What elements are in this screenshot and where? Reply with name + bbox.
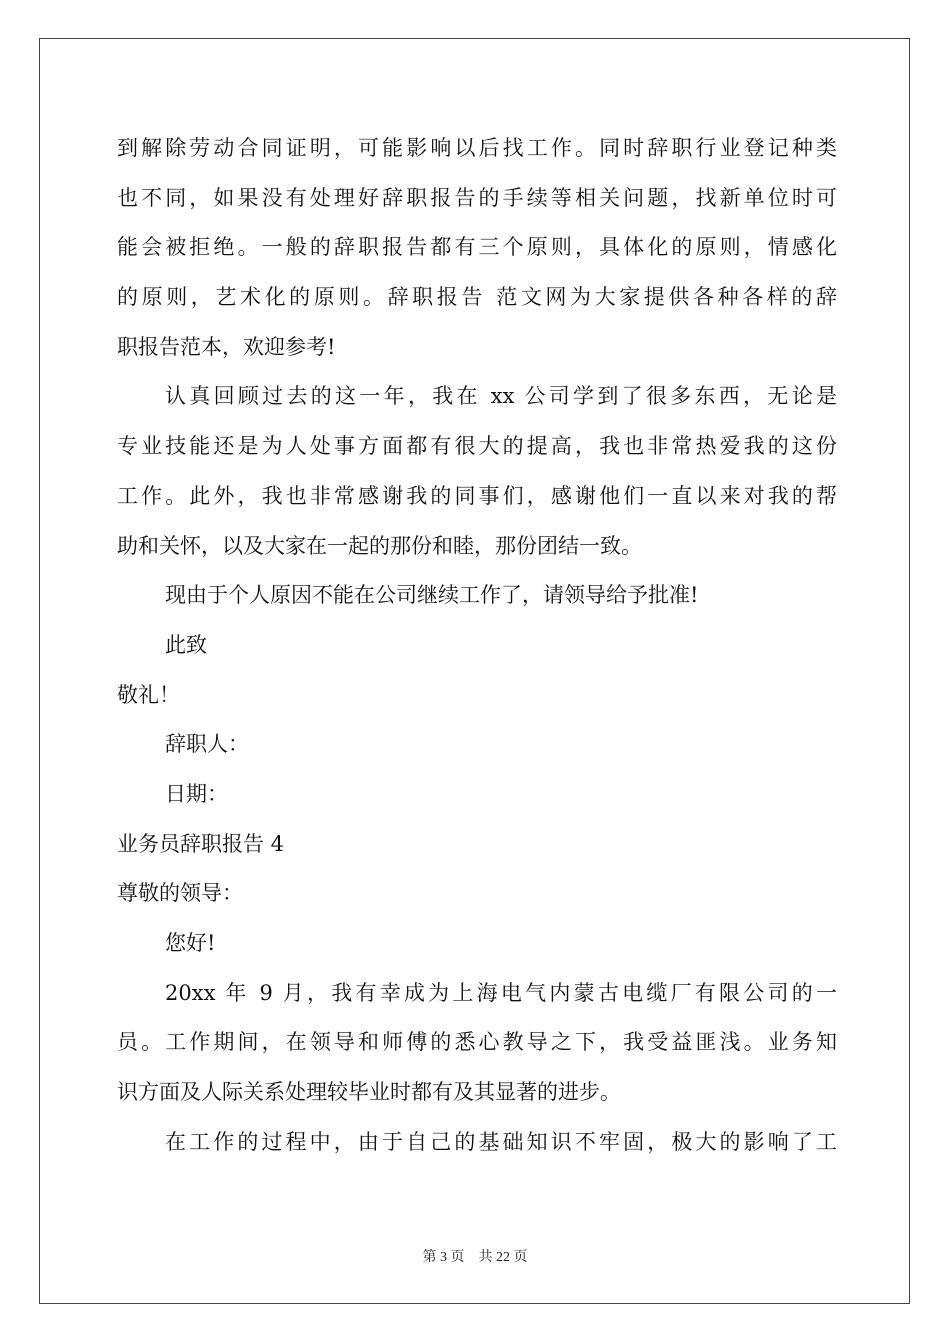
text-line: 在工作的过程中，由于自己的基础知识不牢固，极大的影响了工: [165, 1129, 837, 1154]
text-line: 助和关怀，以及大家在一起的那份和睦，那份团结一致。: [117, 533, 642, 558]
text-line: 20xx 年 9 月，我有幸成为上海电气内蒙古电缆厂有限公司的一: [165, 980, 837, 1005]
text-line: 职报告范本，欢迎参考!: [117, 334, 336, 359]
page-total: 共 22 页: [478, 1250, 528, 1265]
text-line: 员。工作期间，在领导和师傅的悉心教导之下，我受益匪浅。业务知: [117, 1030, 837, 1055]
text-line: 的原则，艺术化的原则。辞职报告 范文网为大家提供各种各样的辞: [117, 285, 837, 310]
text-line: 认真回顾过去的这一年，我在 xx 公司学到了很多东西，无论是: [165, 384, 837, 409]
closing-salutation: 此致: [165, 632, 207, 657]
text-line: 到解除劳动合同证明，可能影响以后找工作。同时辞职行业登记种类: [117, 136, 837, 160]
letter-greeting: 您好!: [165, 931, 216, 955]
text-line: 专业技能还是为人处事方面都有很大的提高，我也非常热爱我的这份: [117, 434, 837, 459]
section-title: 业务员辞职报告 4: [117, 831, 285, 856]
letter-addressee: 尊敬的领导：: [117, 881, 243, 906]
signature-label: 辞职人：: [165, 732, 249, 757]
text-line: 工作。此外，我也非常感谢我的同事们，感谢他们一直以来对我的帮: [117, 483, 837, 508]
text-line: 能会被拒绝。一般的辞职报告都有三个原则，具体化的原则，情感化: [117, 235, 837, 260]
text-line: 现由于个人原因不能在公司继续工作了，请领导给予批准!: [165, 583, 699, 608]
closing-regards: 敬礼！: [117, 682, 180, 707]
document-body: [117, 124, 837, 1167]
page-number: 第 3 页: [422, 1250, 465, 1265]
date-label: 日期：: [165, 781, 228, 806]
page-footer: [0, 1246, 950, 1266]
text-line: 识方面及人际关系处理较毕业时都有及其显著的进步。: [117, 1080, 621, 1105]
text-line: 也不同，如果没有处理好辞职报告的手续等相关问题，找新单位时可: [117, 185, 837, 210]
